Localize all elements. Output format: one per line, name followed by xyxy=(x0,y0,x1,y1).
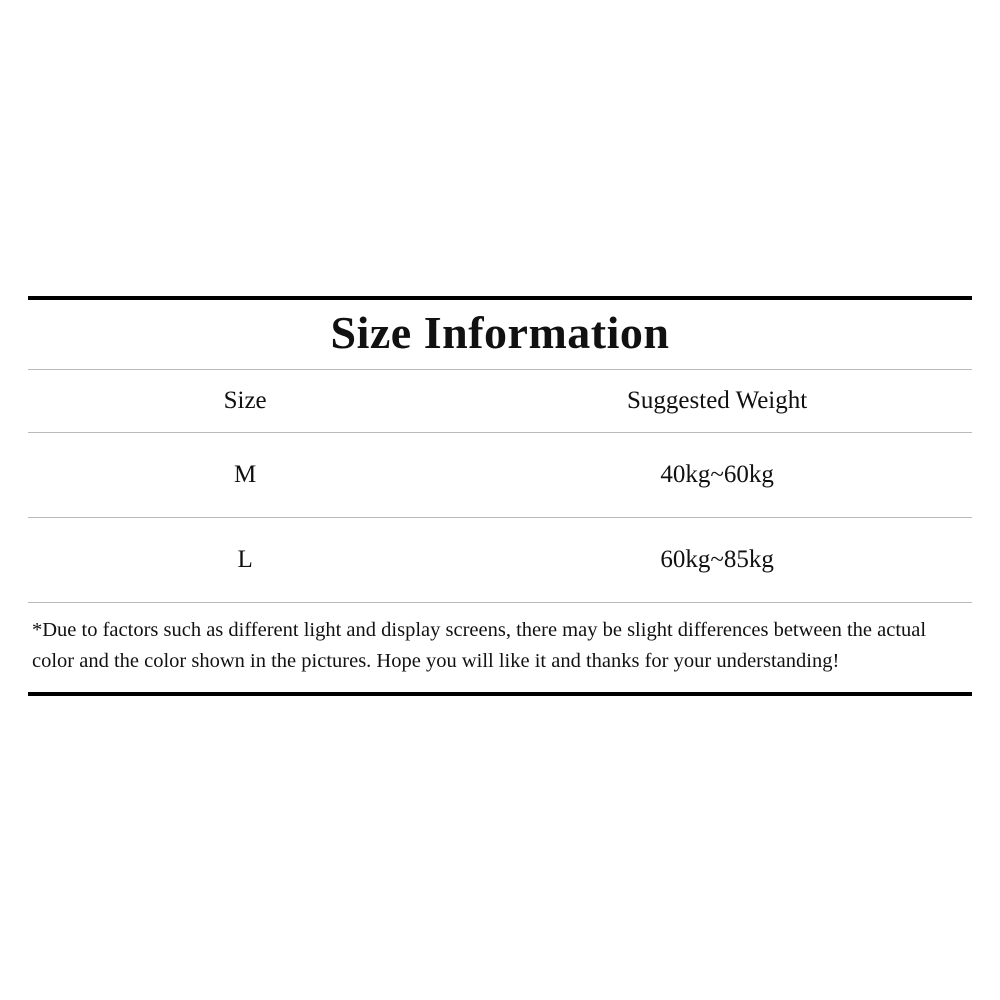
cell-weight-l: 60kg~85kg xyxy=(660,545,774,573)
cell-size-l: L xyxy=(237,545,253,573)
cell-size-m: M xyxy=(234,460,257,488)
table-row xyxy=(28,433,972,517)
column-header-size: Size xyxy=(223,386,267,414)
table-header-row xyxy=(28,370,972,432)
disclaimer-note: *Due to factors such as different light and display screens, there may be slight differences between the actual color and the color shown in the pictures. Hope you will like it and thanks for your understanding! xyxy=(32,618,927,673)
table-row xyxy=(28,518,972,602)
size-information-table xyxy=(28,296,972,696)
table-title-row xyxy=(28,300,972,369)
column-header-suggested-weight: Suggested Weight xyxy=(627,386,808,414)
table-bottom-border xyxy=(28,692,972,696)
cell-weight-m: 40kg~60kg xyxy=(660,460,774,488)
page-title: Size Information xyxy=(330,307,670,358)
